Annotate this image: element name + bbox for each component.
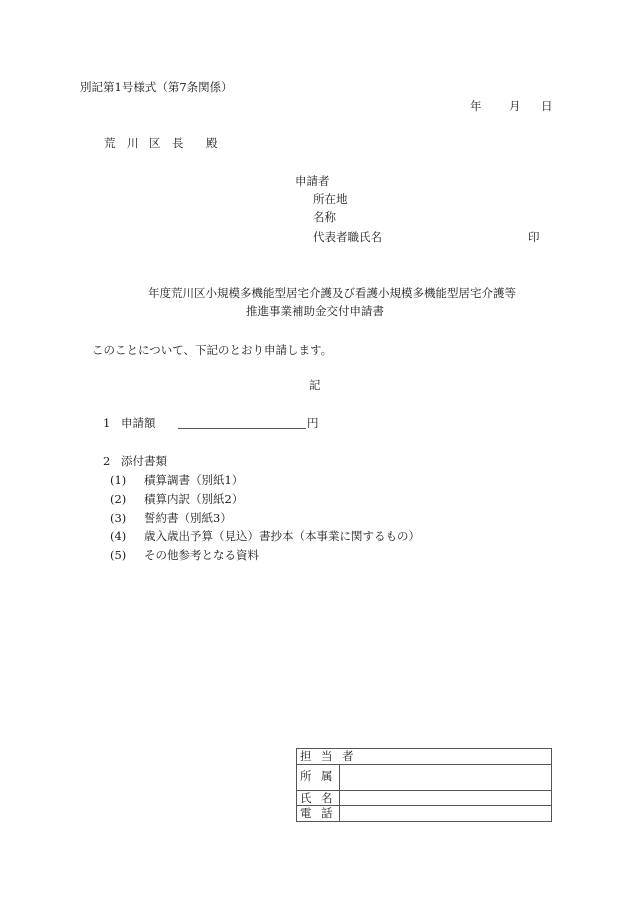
applicant-address-label: 所在地 xyxy=(313,192,348,206)
contact-row-label-phone xyxy=(300,808,333,820)
item2-number: 2 xyxy=(103,454,111,468)
applicant-label: 申請者 xyxy=(295,174,330,188)
amount-unit: 円 xyxy=(307,416,319,430)
label-char: 所 xyxy=(300,769,312,783)
attachment-text: その他参考となる資料 xyxy=(144,548,259,562)
attachment-number: (4) xyxy=(110,529,127,543)
name-field[interactable] xyxy=(340,791,551,805)
attachment-number: (2) xyxy=(110,492,127,506)
label-char: 電 xyxy=(300,806,312,820)
attachment-number: (5) xyxy=(110,548,127,562)
contact-person-table xyxy=(296,748,552,822)
document-title-line1: 年度荒川区小規模多機能型居宅介護及び看護小規模多機能型居宅介護等 xyxy=(148,286,516,300)
addressee xyxy=(104,138,218,150)
ki-heading: 記 xyxy=(309,378,321,392)
contact-table-header xyxy=(300,751,354,763)
addressee-char: 川 xyxy=(127,136,139,150)
addressee-char: 長 xyxy=(172,136,184,150)
phone-field[interactable] xyxy=(340,806,551,821)
addressee-char: 区 xyxy=(149,136,161,150)
attachment-text: 積算内訳（別紙2） xyxy=(144,492,244,506)
header-char: 当 xyxy=(321,749,333,763)
affiliation-field[interactable] xyxy=(340,765,551,790)
label-char: 氏 xyxy=(300,791,312,805)
applicant-representative-label: 代表者職氏名 xyxy=(313,230,382,244)
date-day-label: 日 xyxy=(541,99,553,113)
attachment-text: 誓約書（別紙3） xyxy=(144,511,232,525)
label-char: 属 xyxy=(321,769,333,783)
intro-text: このことについて、下記のとおり申請します。 xyxy=(92,343,333,357)
attachment-number: (1) xyxy=(110,473,127,487)
applicant-name-label: 名称 xyxy=(313,210,336,224)
attachment-text: 歳入歳出予算（見込）書抄本（本事業に関するもの） xyxy=(144,529,420,543)
contact-row-label-name xyxy=(300,793,333,805)
addressee-honorific: 殿 xyxy=(206,136,218,150)
attachment-text: 積算調書（別紙1） xyxy=(144,473,244,487)
item1-number: 1 xyxy=(103,416,111,430)
label-char: 話 xyxy=(321,806,333,820)
form-id: 別記第1号様式（第7条関係） xyxy=(80,80,233,94)
document-title-line2: 推進事業補助金交付申請書 xyxy=(246,304,384,318)
amount-input-line[interactable] xyxy=(178,428,306,429)
seal-label: 印 xyxy=(528,230,540,244)
header-char: 者 xyxy=(342,749,354,763)
label-char: 名 xyxy=(321,791,333,805)
item2-label: 添付書類 xyxy=(121,454,167,468)
date-month-label: 月 xyxy=(509,99,521,113)
header-char: 担 xyxy=(300,749,312,763)
attachment-number: (3) xyxy=(110,511,127,525)
date-year-label: 年 xyxy=(470,99,482,113)
item1-label: 申請額 xyxy=(121,416,156,430)
addressee-char: 荒 xyxy=(104,136,116,150)
contact-row-label-affiliation xyxy=(300,771,333,783)
